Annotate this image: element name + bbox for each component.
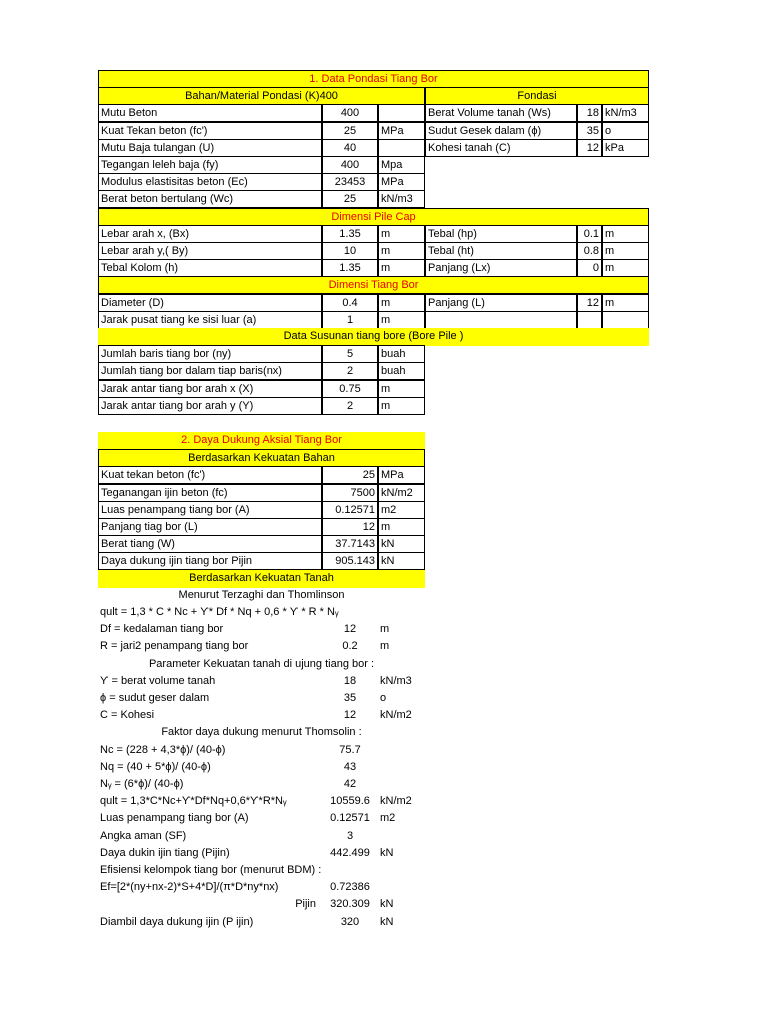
susunan-label: Jarak antar tiang bor arah x (X) — [98, 380, 322, 398]
fondasi-unit: kN/m3 — [602, 104, 649, 122]
susunan-value: 5 — [322, 345, 378, 363]
bahan-value: 905.143 — [322, 552, 378, 570]
pile-cap-value: 10 — [322, 242, 378, 260]
section1-title: 1. Data Pondasi Tiang Bor — [98, 70, 649, 88]
faktor-label: Nq = (40 + 5*ϕ)/ (40-ϕ) — [100, 761, 211, 773]
pile-cap-right-label: Tebal (ht) — [425, 242, 577, 260]
tiang-right-value — [577, 311, 602, 329]
pile-cap-right-value: 0 — [577, 259, 602, 277]
material-unit — [378, 139, 425, 157]
param-unit: kN/m3 — [380, 675, 412, 687]
pile-cap-value: 1.35 — [322, 225, 378, 243]
pile-cap-right-unit: m — [602, 225, 649, 243]
param-value: 12 — [343, 709, 357, 721]
faktor-value: 442.499 — [330, 847, 370, 859]
pile-cap-unit: m — [378, 259, 425, 277]
tiang-unit: m — [378, 294, 425, 312]
faktor-value: 10559.6 — [330, 795, 370, 807]
tiang-right-label — [425, 311, 577, 329]
susunan-value: 2 — [322, 397, 378, 415]
bahan-label: Kuat tekan beton (fc') — [98, 466, 322, 484]
pile-cap-right-label: Panjang (Lx) — [425, 259, 577, 277]
tiang-right-unit: m — [602, 294, 649, 312]
susunan-unit: m — [378, 397, 425, 415]
bahan-unit: kN — [378, 552, 425, 570]
faktor-label: Luas penampang tiang bor (A) — [100, 812, 249, 824]
section2-title: 2. Daya Dukung Aksial Tiang Bor — [98, 432, 425, 450]
faktor-unit — [378, 828, 425, 846]
efisiensi-title: Efisiensi kelompok tiang bor (menurut BDM) : — [100, 864, 322, 876]
bahan-label: Daya dukung ijin tiang bor Pijin — [98, 552, 322, 570]
material-label: Berat beton bertulang (Wc) — [98, 190, 322, 208]
terzaghi-title: Menurut Terzaghi dan Thomlinson — [178, 589, 345, 601]
faktor-unit: kN/m2 — [380, 795, 412, 807]
faktor-title: Faktor daya dukung menurut Thomsolin : — [161, 726, 362, 738]
tiang-right-value: 12 — [577, 294, 602, 312]
tanah-value: 12 — [343, 623, 357, 635]
tanah-label: R = jari2 penampang tiang bor — [100, 640, 249, 652]
susunan-label: Jarak antar tiang bor arah y (Y) — [98, 397, 322, 415]
material-unit: MPa — [378, 122, 425, 140]
tiang-right-label: Panjang (L) — [425, 294, 577, 312]
bahan-unit: kN — [378, 535, 425, 553]
bahan-label: Luas penampang tiang bor (A) — [98, 501, 322, 519]
tanah-label: Df = kedalaman tiang bor — [100, 623, 224, 635]
material-label: Tegangan leleh baja (fy) — [98, 156, 322, 174]
material-unit: MPa — [378, 173, 425, 191]
param-label: ϕ = sudut geser dalam — [100, 692, 210, 704]
pile-cap-right-value: 0.1 — [577, 225, 602, 243]
faktor-unit: kN — [380, 847, 394, 859]
susunan-unit: buah — [378, 345, 425, 363]
fondasi-unit: o — [602, 122, 649, 140]
bahan-unit: m — [378, 518, 425, 536]
susunan-unit: m — [378, 380, 425, 398]
bahan-unit: m2 — [378, 501, 425, 519]
tiang-header: Dimensi Tiang Bor — [98, 276, 649, 294]
pile-cap-header: Dimensi Pile Cap — [98, 208, 649, 226]
tiang-right-unit — [602, 311, 649, 329]
param-unit: kN/m2 — [380, 709, 412, 721]
bahan-label: Teganangan ijin beton (fc) — [98, 484, 322, 502]
param-value: 35 — [343, 692, 357, 704]
bahan-value: 25 — [322, 466, 378, 484]
tanah-unit: m — [380, 640, 390, 652]
susunan-value: 0.75 — [322, 380, 378, 398]
param-label: C = Kohesi — [100, 709, 155, 721]
pile-cap-right-value: 0.8 — [577, 242, 602, 260]
fondasi-label: Berat Volume tanah (Ws) — [425, 104, 577, 122]
susunan-label: Jumlah tiang bor dalam tiap baris(nx) — [98, 362, 322, 380]
pile-cap-label: Lebar arah y,( By) — [98, 242, 322, 260]
pile-cap-right-label: Tebal (hp) — [425, 225, 577, 243]
faktor-unit — [378, 759, 425, 777]
bahan-unit: MPa — [378, 466, 425, 484]
fondasi-value: 12 — [577, 139, 602, 157]
pile-cap-right-unit: m — [602, 242, 649, 260]
material-value: 25 — [322, 122, 378, 140]
fondasi-header: Fondasi — [425, 87, 649, 105]
susunan-label: Jumlah baris tiang bor (ny) — [98, 345, 322, 363]
bahan-unit: kN/m2 — [378, 484, 425, 502]
fondasi-label: Sudut Gesek dalam (ϕ) — [425, 122, 577, 140]
tiang-label: Jarak pusat tiang ke sisi luar (a) — [98, 311, 322, 329]
fondasi-value: 35 — [577, 122, 602, 140]
material-label: Mutu Baja tulangan (U) — [98, 139, 322, 157]
material-label: Mutu Beton — [98, 104, 322, 122]
bahan-value: 7500 — [322, 484, 378, 502]
param-title: Parameter Kekuatan tanah di ujung tiang bor : — [148, 658, 375, 670]
susunan-header: Data Susunan tiang bore (Bore Pile ) — [98, 328, 649, 346]
faktor-label: qult = 1,3*C*Nc+ϒ*Df*Nq+0,6*ϒ*R*Nᵧ — [100, 795, 287, 807]
bahan-value: 12 — [322, 518, 378, 536]
tanah-header: Berdasarkan Kekuatan Tanah — [98, 570, 425, 588]
material-value: 400 — [322, 104, 378, 122]
diambil-value: 320 — [340, 916, 360, 928]
fondasi-label: Kohesi tanah (C) — [425, 139, 577, 157]
fondasi-unit: kPa — [602, 139, 649, 157]
diambil-unit: kN — [380, 916, 394, 928]
ef-formula: Ef=[2*(ny+nx-2)*S+4*D]/(π*D*ny*nx) — [100, 881, 279, 893]
faktor-unit — [378, 776, 425, 794]
tanah-value: 0.2 — [342, 640, 358, 652]
faktor-unit — [378, 742, 425, 760]
faktor-value: 75.7 — [339, 744, 361, 756]
pile-cap-label: Lebar arah x, (Bx) — [98, 225, 322, 243]
pile-cap-label: Tebal Kolom (h) — [98, 259, 322, 277]
material-unit — [378, 104, 425, 122]
bahan-value: 37.7143 — [322, 535, 378, 553]
material-label: Modulus elastisitas beton (Ec) — [98, 173, 322, 191]
faktor-label: Daya dukin ijin tiang (Pijin) — [100, 847, 230, 859]
faktor-label: Nᵧ = (6*ϕ)/ (40-ϕ) — [100, 778, 184, 790]
diambil-label: Diambil daya dukung ijin (P ijin) — [100, 916, 254, 928]
pile-cap-unit: m — [378, 225, 425, 243]
susunan-unit: buah — [378, 362, 425, 380]
tanah-unit: m — [380, 623, 390, 635]
faktor-unit: m2 — [380, 812, 396, 824]
faktor-value: 3 — [346, 830, 354, 842]
pijin-label: Pijin — [295, 898, 316, 910]
material-label: Kuat Tekan beton (fc') — [98, 122, 322, 140]
material-unit: kN/m3 — [378, 190, 425, 208]
bahan-label: Panjang tiag bor (L) — [98, 518, 322, 536]
material-unit: Mpa — [378, 156, 425, 174]
pijin-value: 320.309 — [330, 898, 370, 910]
ef-value: 0.72386 — [330, 881, 370, 893]
susunan-value: 2 — [322, 362, 378, 380]
material-value: 23453 — [322, 173, 378, 191]
bahan-header: Berdasarkan Kekuatan Bahan — [98, 449, 425, 467]
material-value: 400 — [322, 156, 378, 174]
tiang-value: 0.4 — [322, 294, 378, 312]
tiang-value: 1 — [322, 311, 378, 329]
pijin-unit: kN — [380, 898, 394, 910]
faktor-value: 0.12571 — [330, 812, 370, 824]
qult-formula: qult = 1,3 * C * Nc + ϒ* Df * Nq + 0,6 * ϒ * R * Nᵧ — [100, 606, 339, 618]
param-value: 18 — [343, 675, 357, 687]
faktor-value: 43 — [343, 761, 357, 773]
material-header: Bahan/Material Pondasi (K)400 — [98, 87, 425, 105]
pile-cap-value: 1.35 — [322, 259, 378, 277]
bahan-value: 0.12571 — [322, 501, 378, 519]
bahan-label: Berat tiang (W) — [98, 535, 322, 553]
pile-cap-right-unit: m — [602, 259, 649, 277]
fondasi-value: 18 — [577, 104, 602, 122]
param-label: ϒ = berat volume tanah — [100, 675, 216, 687]
tiang-label: Diameter (D) — [98, 294, 322, 312]
tiang-unit: m — [378, 311, 425, 329]
pile-cap-unit: m — [378, 242, 425, 260]
material-value: 25 — [322, 190, 378, 208]
material-value: 40 — [322, 139, 378, 157]
faktor-value: 42 — [343, 778, 357, 790]
param-unit: o — [380, 692, 387, 704]
faktor-label: Angka aman (SF) — [100, 830, 187, 842]
faktor-label: Nc = (228 + 4,3*ϕ)/ (40-ϕ) — [100, 744, 226, 756]
